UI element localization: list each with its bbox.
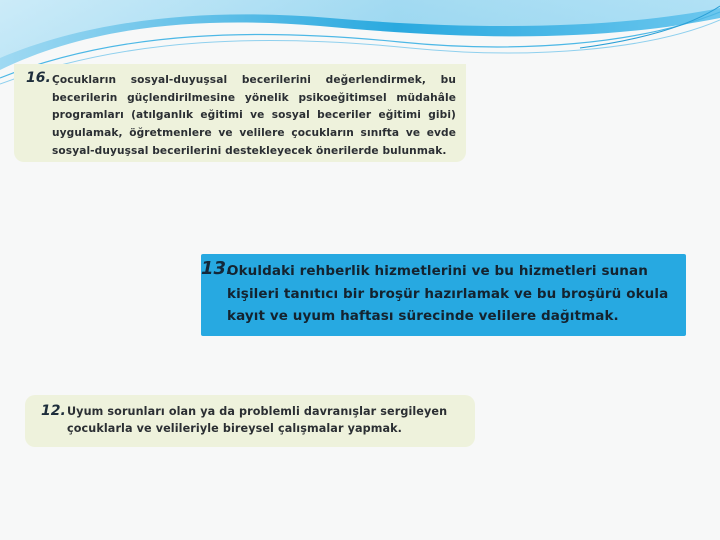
item-number: 16. [26, 70, 51, 86]
item-text: Çocukların sosyal-duyuşsal becerilerini değerlendirmek, bu becerilerin güçlendirilmesine yönelik psikoeğitimsel müdahâle programları (atılganlık eğitimi ve sosyal beceriler eğitimi gibi) uygulamak, öğretmenlere ve velilere çocukların sınıfta ve evde sosyal-duyuşsal becerilerini destekleyecek önerilerde bulunmak. [52, 74, 456, 157]
item-card-13 [201, 254, 686, 336]
item-card-12 [25, 395, 475, 447]
item-text: Uyum sorunları olan ya da problemli davranışlar sergileyen çocuklarla ve velileriyle bireysel çalışmalar yapmak. [67, 405, 448, 435]
item-number: 13. [201, 258, 233, 279]
item-text: Okuldaki rehberlik hizmetlerini ve bu hizmetleri sunan kişileri tanıtıcı bir broşür hazırlamak ve bu broşürü okula kayıt ve uyum haftası sürecinde velilere dağıtmak. [227, 263, 669, 324]
item-card-16 [14, 64, 466, 162]
item-number: 12. [41, 403, 66, 419]
